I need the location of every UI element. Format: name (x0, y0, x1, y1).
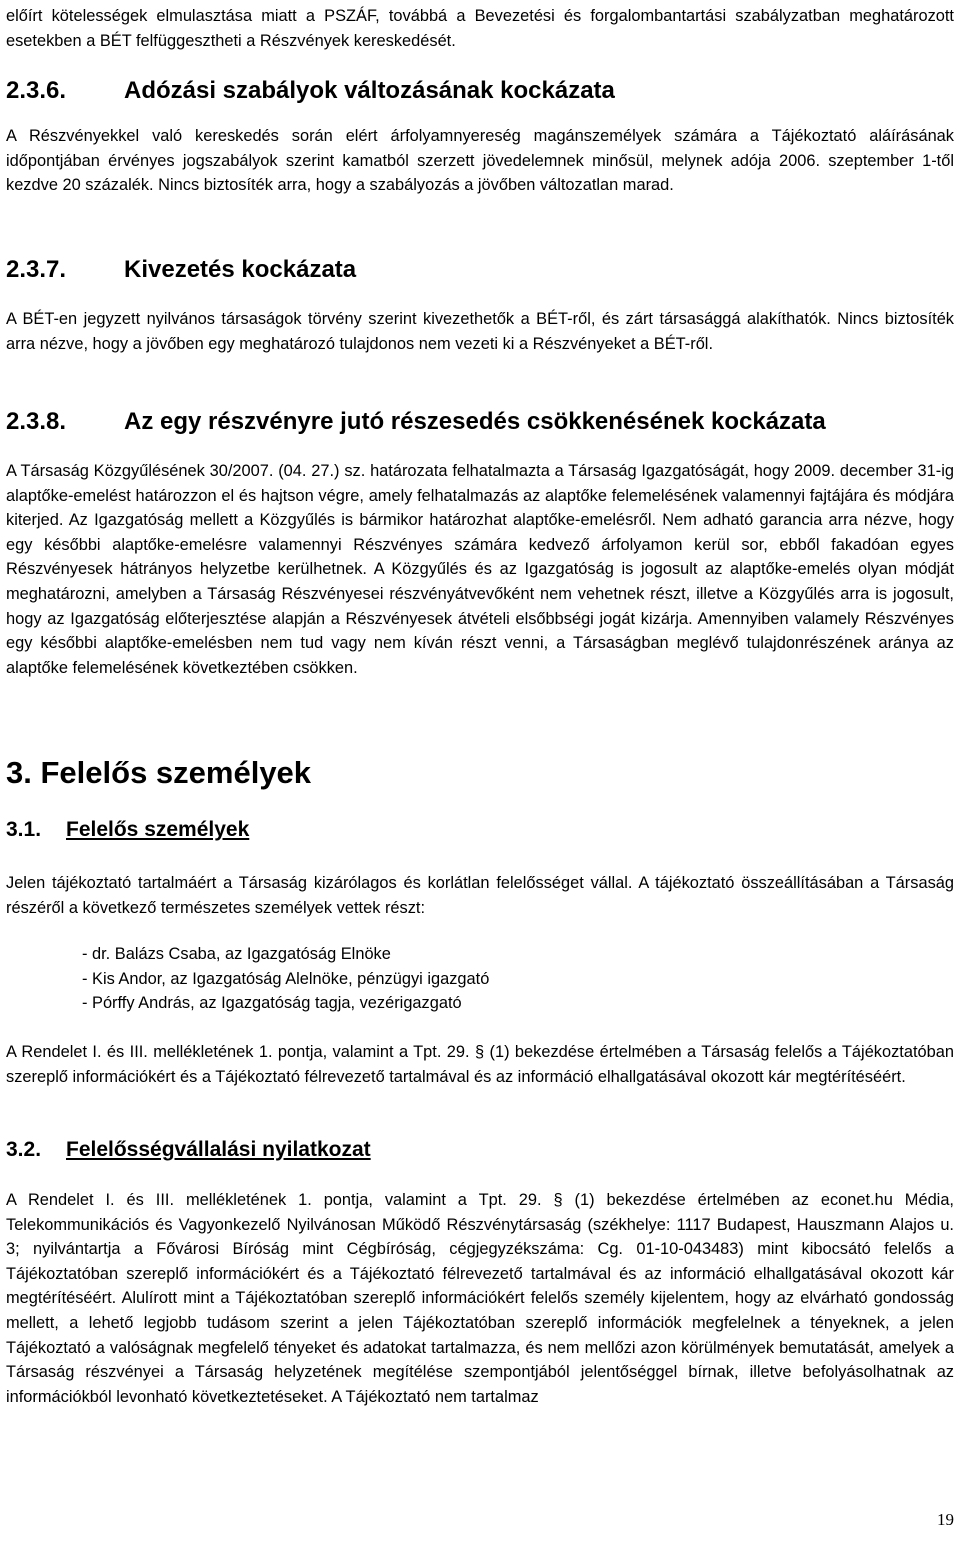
subsection-body-3-1: Jelen tájékoztató tartalmáért a Társaság kizárólagos és korlátlan felelősséget vállal. A tájékoztató összeállításában a Társaság részéről a következő természetes személyek vettek részt: (6, 874, 954, 917)
section-number: 2.3.7. (6, 256, 67, 283)
page-number: 19 (937, 1510, 954, 1529)
subsection-heading-3-1 (6, 816, 249, 844)
subsection-title: Felelősségvállalási nyilatkozat (66, 1138, 371, 1161)
chapter-title: Felelős személyek (40, 755, 312, 790)
section-number: 2.3.8. (6, 408, 67, 435)
responsible-persons-list (82, 942, 942, 1016)
section-title: Adózási szabályok változásának kockázata (124, 77, 615, 104)
subsection-title: Felelős személyek (66, 818, 250, 841)
section-heading-2-3-8 (6, 407, 826, 437)
section-number: 2.3.6. (6, 77, 67, 104)
section-heading-2-3-7 (6, 255, 356, 285)
section-title: Az egy részvényre jutó részesedés csökkenésének kockázata (124, 408, 826, 435)
section-body-2-3-7: A BÉT-en jegyzett nyilvános társaságok törvény szerint kivezethetők a BÉT-ről, és zárt társasággá alakíthatók. Nincs biztosíték arra nézve, hogy a jövőben egy meghatározó tulajdonos nem vezeti ki a Részvényeket a BÉT-ről. (6, 310, 954, 353)
list-item: - Pórffy András, az Igazgatóság tagja, vezérigazgató (82, 994, 462, 1013)
section-body-2-3-6: A Részvényekkel való kereskedés során elért árfolyamnyereség magánszemélyek számára a Tájékoztató aláírásának időpontjában érvényes jogszabályok szerint kamatból szerzett jövedelemnek minősül, melynek adója 2006. szeptember 1-től kezdve 20 százalék. Nincs biztosíték arra, hogy a szabályozás a jövőben változatlan marad. (6, 127, 954, 195)
intro-paragraph: előírt kötelességek elmulasztása miatt a PSZÁF, továbbá a Bevezetési és forgalombantartási szabályzatban meghatározott esetekben a BÉT felfüggesztheti a Részvények kereskedését. (6, 7, 954, 50)
subsection-after-list-3-1: A Rendelet I. és III. mellékletének 1. pontja, valamint a Tpt. 29. § (1) bekezdése értelmében a Társaság felelős a Tájékoztatóban szereplő információkért és a Tájékoztató félrevezető tartalmával és az információ elhallgatásával okozott kár megtérítéséért. (6, 1043, 954, 1086)
subsection-number: 3.2. (6, 1138, 42, 1161)
chapter-heading (6, 754, 311, 792)
section-heading-2-3-6 (6, 76, 615, 106)
section-body-2-3-8: A Társaság Közgyűlésének 30/2007. (04. 27.) sz. határozata felhatalmazta a Társaság Igazgatóságát, hogy 2009. december 31-ig alaptőke-emelést határozzon el és hajtson végre, amely felhatalmazás az alaptőke felemelésének valamennyi fajtájára és módjára kiterjed. Az Igazgatóság mellett a Közgyűlés is bármikor határozhat alaptőke-emelésről. Nem adható garancia arra nézve, hogy egy későbbi alaptőke-emelésre valamennyi Részvényes számára kedvező árfolyamon kerül sor, ebből fakadóan egyes Részvényesek hátrányos helyzetbe kerülhetnek. A Közgyűlés és az Igazgatóság is jogosult az alaptőke-emelés olyan módját meghatározni, amelyben a Társaság Részvényesei részvényátvevőként nem vehetnek részt, illetve a Közgyűlés arra is jogosult, hogy az Igazgatóság előterjesztése alapján a Részvényesek átvételi elsőbbségi jogát kizárja. Amennyiben valamely Részvényes egy későbbi alaptőke-emelésben nem tud vagy nem kíván részt venni, a Társaságban meglévő tulajdonrészének aránya az alaptőke felemelésének következtében csökken. (6, 462, 954, 677)
subsection-heading-3-2 (6, 1136, 371, 1164)
chapter-number: 3. (6, 755, 32, 790)
list-item: - Kis Andor, az Igazgatóság Alelnöke, pénzügyi igazgató (82, 969, 490, 988)
subsection-body-3-2: A Rendelet I. és III. mellékletének 1. pontja, valamint a Tpt. 29. § (1) bekezdése értelmében az econet.hu Média, Telekommunikációs és Vagyonkezelő Nyilvánosan Működő Részvénytársaság (székhelye: 1117 Budapest, Hauszmann Alajos u. 3; nyilvántartja a Fővárosi Bíróság mint Cégbíróság, cégjegyzékszáma: Cg. 01-10-043483) mint kibocsátó felelős a Tájékoztatóban szereplő információkért és a Tájékoztató félrevezető tartalmával és az információ elhallgatásával okozott kár megtérítéséért. Alulírott mint a Tájékoztatóban szereplő információkért felelős személy kijelentem, hogy az elvárható gondosság mellett, a lehető legjobb tudásom szerint a jelen Tájékoztatóban szereplő információk megfelelnek a tényeknek, a jelen Tájékoztató a valóságnak megfelelő tényeket és adatokat tartalmazza, és nem mellőzi azon körülmények bemutatását, amelyek a Társaság részvényei a Társaság helyzetének megítélése szempontjából jelentőséggel bírnak, illetve befolyásolhatnak az információkból levonható következtetéseket. A Tájékoztató nem tartalmaz (6, 1191, 954, 1406)
section-title: Kivezetés kockázata (124, 256, 357, 283)
list-item: - dr. Balázs Csaba, az Igazgatóság Elnöke (82, 945, 391, 963)
subsection-number: 3.1. (6, 818, 42, 841)
